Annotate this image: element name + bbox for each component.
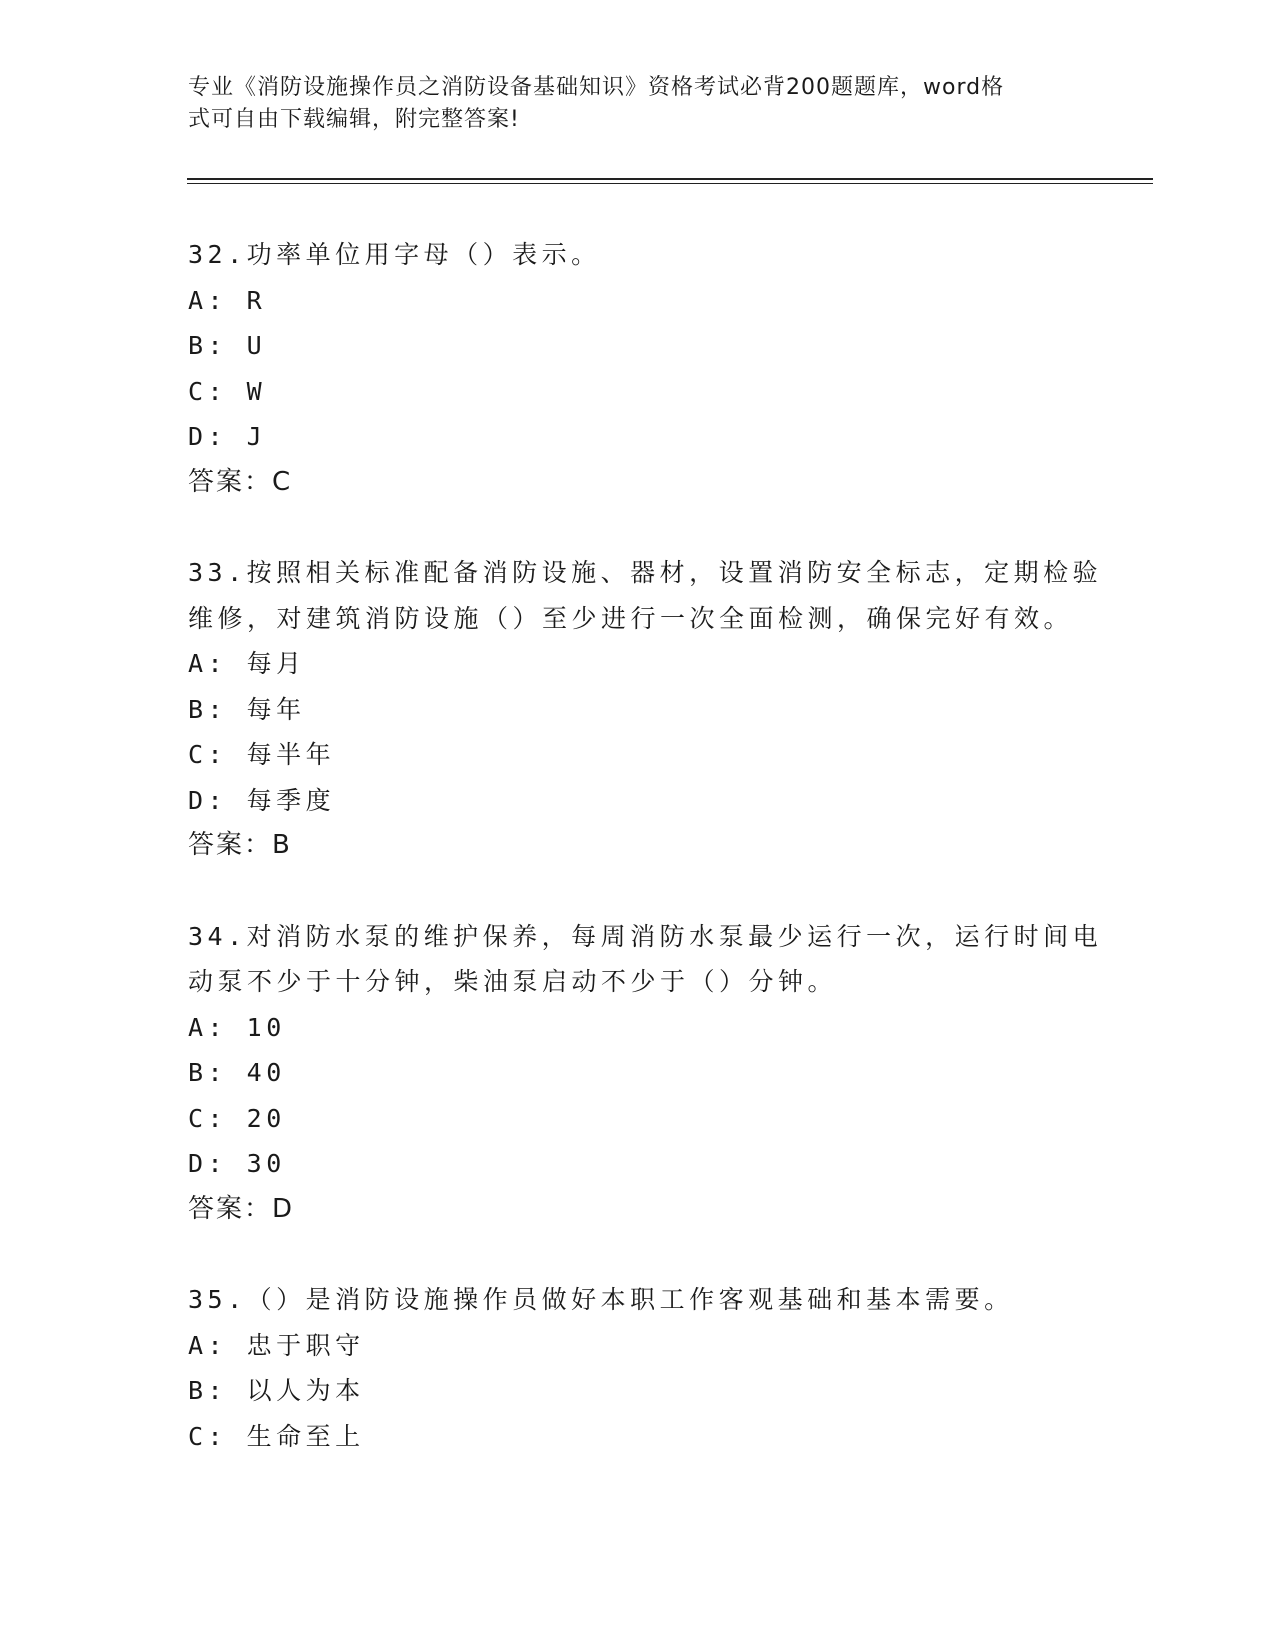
question-text-cont: 维修，对建筑消防设施（）至少进行一次全面检测，确保完好有效。 (188, 603, 1074, 633)
option-d: D: J (188, 422, 267, 451)
question-33 (188, 550, 1103, 869)
question-text: 32.功率单位用字母（）表示。 (188, 240, 601, 269)
option-c: C: 生命至上 (188, 1421, 365, 1451)
answer: 答案：D (188, 1193, 295, 1224)
header-line-1: 专业《消防设施操作员之消防设备基础知识》资格考试必背200题题库，word格 (188, 75, 1005, 100)
option-b: B: 每年 (188, 694, 306, 724)
header-divider (187, 178, 1153, 184)
question-35 (188, 1277, 1088, 1459)
question-32 (188, 232, 1088, 505)
option-c: C: 每半年 (188, 740, 336, 769)
option-b: B: U (188, 331, 267, 360)
answer: 答案：B (188, 830, 292, 860)
question-list (188, 232, 1103, 1504)
option-c: C: W (188, 376, 267, 406)
document-header (188, 72, 1068, 136)
option-c: C: 20 (188, 1103, 286, 1133)
option-b: B: 40 (188, 1058, 286, 1087)
option-a: A: R (188, 285, 267, 315)
header-line-2: 式可自由下载编辑，附完整答案! (188, 107, 520, 132)
question-text: 35.（）是消防设施操作员做好本职工作客观基础和基本需要。 (188, 1285, 1014, 1314)
question-text: 34.对消防水泵的维护保养，每周消防水泵最少运行一次，运行时间电 (188, 921, 1103, 951)
option-a: A: 每月 (188, 649, 306, 678)
option-b: B: 以人为本 (188, 1376, 365, 1405)
answer: 答案：C (188, 466, 293, 497)
question-text-cont: 动泵不少于十分钟，柴油泵启动不少于（）分钟。 (188, 967, 838, 996)
option-a: A: 10 (188, 1012, 286, 1042)
option-d: D: 30 (188, 1149, 286, 1178)
option-a: A: 忠于职守 (188, 1330, 365, 1360)
option-d: D: 每季度 (188, 785, 336, 815)
question-34 (188, 914, 1103, 1233)
question-text: 33.按照相关标准配备消防设施、器材，设置消防安全标志，定期检验 (188, 558, 1103, 587)
